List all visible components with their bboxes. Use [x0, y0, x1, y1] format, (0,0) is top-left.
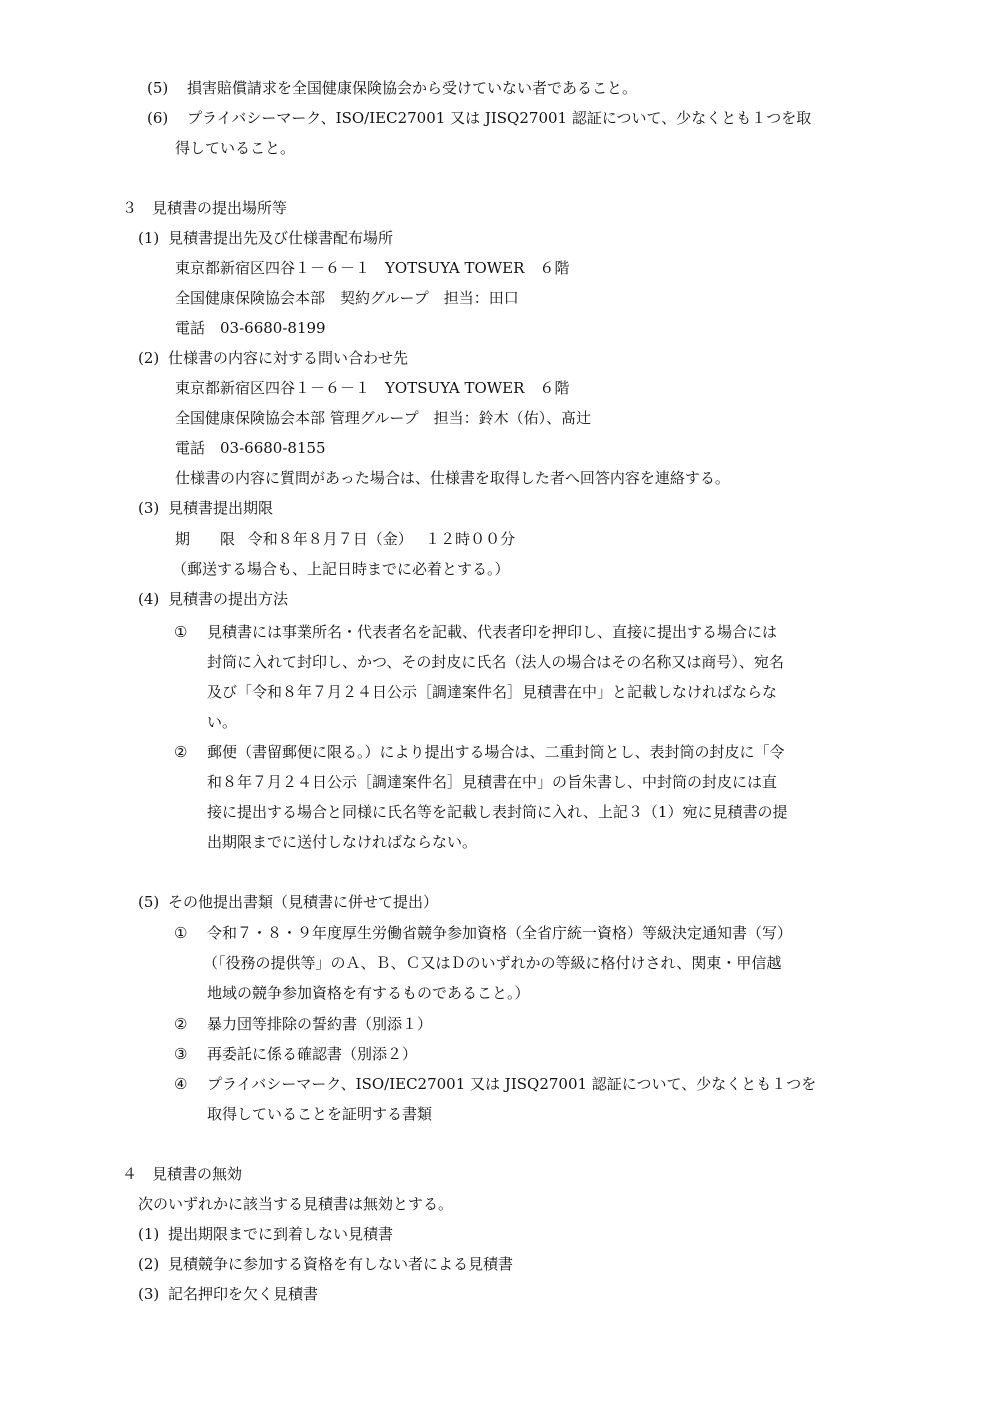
list-item-line: プライバシーマーク、ISO/IEC27001 又は JISQ27001 認証について、少なくとも１つを [207, 1075, 817, 1093]
list-item [147, 107, 811, 129]
list-item-line: 再委託に係る確認書（別添２） [207, 1045, 418, 1063]
subsection-heading [138, 347, 408, 369]
list-item-line: 令和７・８・９年度厚生労働省競争参加資格（全省庁統一資格）等級決定通知書（写） [207, 924, 793, 942]
item-text: 見積競争に参加する資格を有しない者による見積書 [168, 1255, 514, 1273]
list-item-line: 見積書には事業所名・代表者名を記載、代表者印を押印し、直接に提出する場合には [207, 623, 778, 641]
subsection-heading [138, 497, 273, 519]
department: 全国健康保険協会本部 管理グループ 担当：鈴木（佑）、髙辻 [175, 409, 592, 427]
subsection-heading [138, 227, 393, 249]
item-number: (1) [138, 229, 160, 247]
item-number: (5) [138, 893, 160, 911]
item-number: (1) [138, 1225, 160, 1243]
circled-number: ① [174, 924, 188, 942]
section-heading: ３ 見積書の提出場所等 [122, 199, 288, 217]
list-item [138, 1253, 513, 1275]
subsection-title: 見積書の提出方法 [168, 590, 289, 608]
telephone: 電話 03-6680-8199 [175, 319, 326, 337]
list-item-line: 出期限までに送付しなければならない。 [207, 833, 478, 851]
subsection-heading [138, 588, 288, 610]
item-number: (2) [138, 349, 160, 367]
section-intro: 次のいずれかに該当する見積書は無効とする。 [138, 1195, 454, 1213]
list-item-line: 暴力団等排除の誓約書（別添１） [207, 1015, 433, 1033]
deadline-note: （郵送する場合も、上記日時までに必着とする。） [172, 560, 510, 578]
item-number: (5) [147, 79, 169, 97]
item-number: (2) [138, 1255, 160, 1273]
subsection-title: 見積書提出先及び仕様書配布場所 [168, 229, 394, 247]
subsection-heading [138, 891, 438, 913]
section-heading: ４ 見積書の無効 [122, 1165, 243, 1183]
deadline-row [175, 528, 515, 550]
list-item [138, 1283, 318, 1305]
list-item-line: 和８年７月２４日公示［調達案件名］見積書在中」の旨朱書し、中封筒の封皮には直 [207, 773, 778, 791]
list-item-line: 郵便（書留郵便に限る。）により提出する場合は、二重封筒とし、表封筒の封皮に「令 [207, 743, 785, 761]
list-item-line: （「役務の提供等」のＡ、Ｂ、Ｃ又はＤのいずれかの等級に格付けされ、関東・甲信越 [203, 954, 782, 972]
inquiry-note: 仕様書の内容に質問があった場合は、仕様書を取得した者へ回答内容を連絡する。 [175, 469, 730, 487]
deadline-value: 令和８年８月７日（金） １２時００分 [247, 530, 516, 548]
item-text: 損害賠償請求を全国健康保険協会から受けていない者であること。 [187, 79, 638, 97]
list-item [138, 1223, 393, 1245]
circled-number: ④ [174, 1075, 188, 1093]
item-text: 提出期限までに到着しない見積書 [168, 1225, 394, 1243]
list-item-line: 接に提出する場合と同様に氏名等を記載し表封筒に入れ、上記３（1）宛に見積書の提 [207, 803, 788, 821]
circled-number: ③ [174, 1045, 188, 1063]
address: 東京都新宿区四谷１－６－１ YOTSUYA TOWER ６階 [175, 259, 570, 277]
item-number: (4) [138, 590, 160, 608]
subsection-title: 見積書提出期限 [168, 499, 274, 517]
list-item [147, 77, 637, 99]
list-item-line: 取得していることを証明する書類 [207, 1105, 433, 1123]
subsection-title: その他提出書類（見積書に併せて提出） [168, 893, 439, 911]
item-text-continued: 得していること。 [175, 139, 296, 157]
item-number: (6) [147, 109, 169, 127]
address: 東京都新宿区四谷１－６－１ YOTSUYA TOWER ６階 [175, 379, 570, 397]
list-item-line: 及び「令和８年７月２４日公示［調達案件名］見積書在中」と記載しなければならな [207, 683, 778, 701]
list-item-line: 地域の競争参加資格を有するものであること。） [207, 984, 530, 1002]
telephone: 電話 03-6680-8155 [175, 439, 326, 457]
deadline-label: 期 限 [175, 530, 236, 548]
circled-number: ② [174, 743, 188, 761]
circled-number: ② [174, 1015, 188, 1033]
item-number: (3) [138, 1285, 160, 1303]
list-item-line: 封筒に入れて封印し、かつ、その封皮に氏名（法人の場合はその名称又は商号）、宛名 [207, 653, 784, 671]
item-number: (3) [138, 499, 160, 517]
department: 全国健康保険協会本部 契約グループ 担当：田口 [175, 289, 519, 307]
subsection-title: 仕様書の内容に対する問い合わせ先 [168, 349, 409, 367]
circled-number: ① [174, 623, 188, 641]
item-text: 記名押印を欠く見積書 [168, 1285, 319, 1303]
list-item-line: い。 [207, 713, 238, 731]
item-text: プライバシーマーク、ISO/IEC27001 又は JISQ27001 認証について、少なくとも１つを取 [187, 109, 812, 127]
